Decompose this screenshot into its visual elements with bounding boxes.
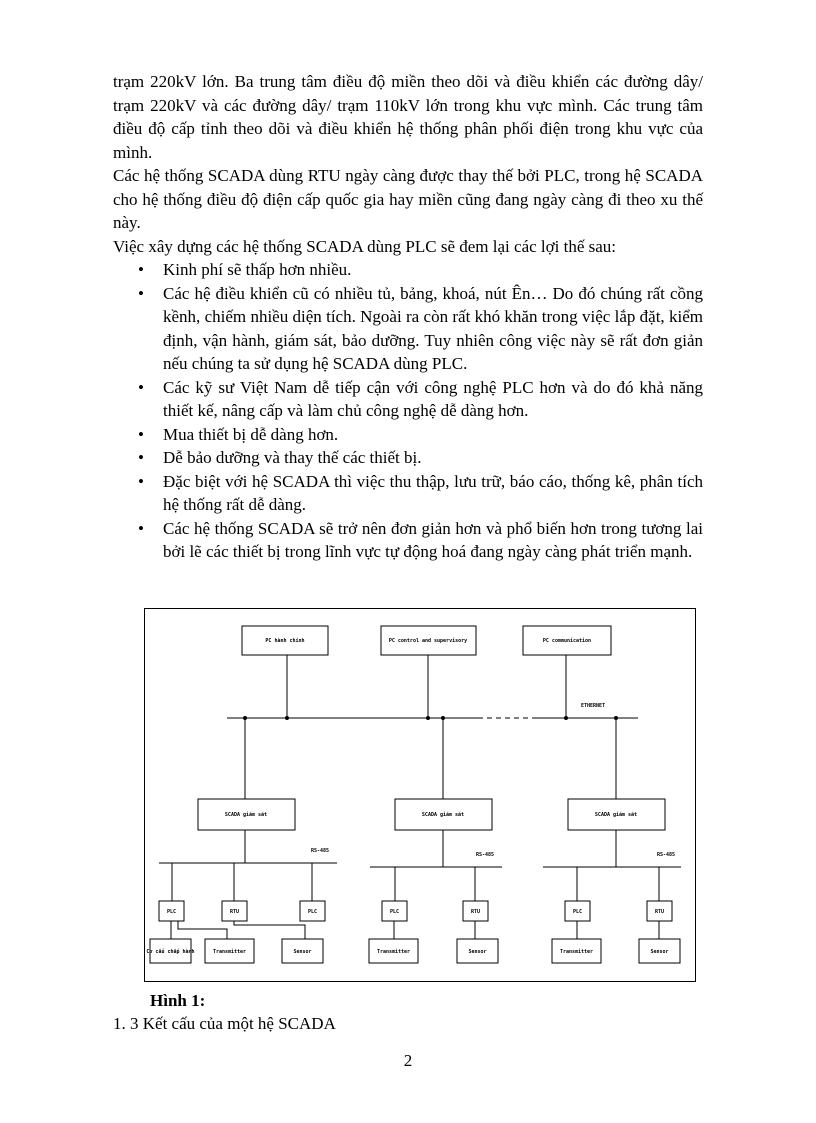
bottom-label: Sensor (650, 949, 669, 955)
scada-diagram (144, 608, 696, 982)
rs485-label-1: RS-485 (311, 848, 330, 854)
paragraph: Các hệ thống SCADA dùng RTU ngày càng được thay thế bởi PLC, trong hệ SCADA cho hệ thống điều độ điện cấp quốc gia hay miền cũng đang ngày càng đi theo xu thế này. (113, 166, 703, 232)
pc-admin-label: PC hành chính (265, 638, 305, 644)
device-label: RTU (654, 909, 665, 915)
bottom-label: Cơ cấu chấp hành (146, 949, 195, 955)
bus-node (427, 717, 430, 720)
bottom-label: Sensor (293, 949, 312, 955)
field-link (234, 921, 305, 939)
bullet-item: • Mua thiết bị dễ dàng hơn. (113, 423, 703, 447)
bus-node (286, 717, 289, 720)
bullet-item: • Các hệ thống SCADA sẽ trở nên đơn giản hơn và phổ biến hơn trong tương lai bởi lẽ các thiết bị trong lĩnh vực tự động hoá đang ngày càng phát triển mạnh. (113, 517, 703, 564)
bottom-label: Sensor (468, 949, 487, 955)
scada-label-2: SCADA giám sát (421, 812, 465, 818)
bottom-label: Transmitter (212, 949, 247, 955)
section-heading: 1. 3 Kết cấu của một hệ SCADA (113, 1014, 336, 1033)
device-label: RTU (470, 909, 481, 915)
device-label: PLC (307, 909, 318, 915)
bullet-item: • Các kỹ sư Việt Nam dễ tiếp cận với công nghệ PLC hơn và do đó khả năng thiết kế, nâng cấp và làm chủ công nghệ dễ dàng hơn. (113, 376, 703, 423)
page-number: 2 (403, 1051, 413, 1070)
paragraph: trạm 220kV lớn. Ba trung tâm điều độ miền theo dõi và điều khiển các đường dây/ trạm 220kV và các đường dây/ trạm 110kV lớn trong khu vực mình. Các trung tâm điều độ cấp tỉnh theo dõi và điều khiển hệ thống phân phối điện trong khu vực của mình. (113, 72, 703, 162)
bottom-label: Transmitter (376, 949, 411, 955)
bullet-item: • Dễ bảo dưỡng và thay thế các thiết bị. (113, 446, 703, 470)
device-label: PLC (166, 909, 177, 915)
rs485-label-2: RS-485 (476, 852, 495, 858)
scada-diagram-svg (145, 609, 697, 983)
bullet-item: • Đặc biệt với hệ SCADA thì việc thu thập, lưu trữ, báo cáo, thống kê, phân tích hệ thống rất dễ dàng. (113, 470, 703, 517)
pc-comm-label: PC communication (542, 638, 592, 644)
paragraph: Việc xây dựng các hệ thống SCADA dùng PLC sẽ đem lại các lợi thế sau: (113, 236, 616, 256)
device-label: PLC (572, 909, 583, 915)
body-text (113, 70, 703, 564)
device-label: PLC (389, 909, 400, 915)
figure-caption: Hình 1: (150, 991, 206, 1010)
device-label: RTU (229, 909, 240, 915)
bus-node (565, 717, 568, 720)
ethernet-label: ETHERNET (581, 703, 606, 709)
rs485-label-3: RS-485 (657, 852, 676, 858)
bullet-item: • Các hệ điều khiển cũ có nhiều tủ, bảng, khoá, nút Ên… Do đó chúng rất cồng kềnh, chiếm nhiều diện tích. Ngoài ra còn rất khó khăn trong việc lắp đặt, kiểm định, vận hành, giám sát, bảo dưỡng. Tuy nhiên công việc này sẽ rất đơn giản nếu chúng ta sử dụng hệ SCADA dùng PLC. (113, 282, 703, 376)
field-link (178, 921, 227, 939)
scada-label-3: SCADA giám sát (594, 812, 638, 818)
bullet-item: • Kinh phí sẽ thấp hơn nhiều. (113, 258, 703, 282)
scada-label-1: SCADA giám sát (224, 812, 268, 818)
bullet-list (113, 258, 703, 564)
bottom-label: Transmitter (559, 949, 594, 955)
pc-control-label: PC control and supervisory (388, 638, 468, 644)
